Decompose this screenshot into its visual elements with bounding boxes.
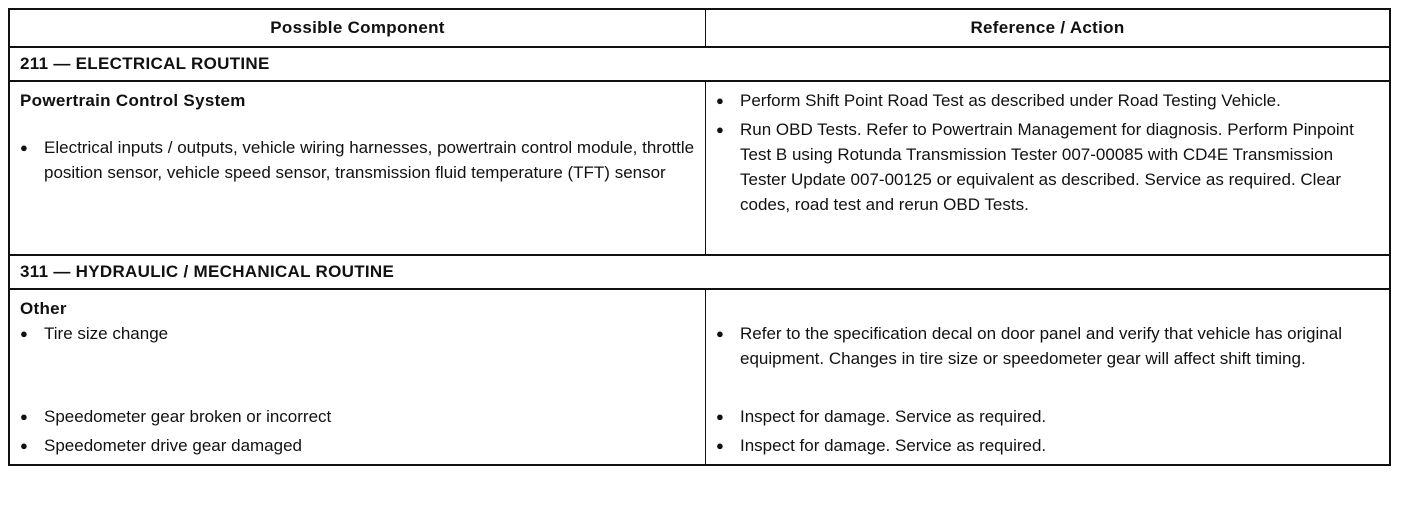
section-heading-hydraulic xyxy=(10,254,1389,288)
action-cell-other xyxy=(706,290,1389,464)
component-title-powertrain: Powertrain Control System xyxy=(20,91,246,110)
action-cell-powertrain xyxy=(706,82,1389,254)
action-road-test: Perform Shift Point Road Test as described under Road Testing Vehicle. xyxy=(740,91,1281,110)
table-row-powertrain xyxy=(10,80,1389,254)
bullet-icon: ● xyxy=(20,326,28,341)
component-tire-size: Tire size change xyxy=(44,324,169,343)
header-reference-action: Reference / Action xyxy=(970,18,1125,37)
bullet-icon: ● xyxy=(716,93,724,108)
table-header-row xyxy=(10,10,1389,46)
list-item xyxy=(716,433,1379,458)
component-cell-powertrain xyxy=(10,82,706,254)
header-possible-component: Possible Component xyxy=(10,10,706,46)
list-item xyxy=(716,117,1379,217)
section-title-hydraulic: 311 — HYDRAULIC / MECHANICAL ROUTINE xyxy=(20,262,395,281)
list-item xyxy=(716,321,1379,404)
list-item xyxy=(716,88,1379,113)
bullet-icon: ● xyxy=(716,409,724,424)
component-item-electrical: Electrical inputs / outputs, vehicle wiring harnesses, powertrain control module, throttle position sensor, vehicle speed sensor, transmission fluid temperature (TFT) sensor xyxy=(44,138,695,182)
bullet-icon: ● xyxy=(716,326,724,341)
section-heading-electrical xyxy=(10,46,1389,80)
bullet-icon: ● xyxy=(716,122,724,137)
list-item xyxy=(716,404,1379,433)
bullet-icon: ● xyxy=(20,140,28,155)
bullet-icon: ● xyxy=(20,438,28,453)
list-item xyxy=(20,433,695,458)
bullet-icon: ● xyxy=(716,438,724,453)
section-title-electrical: 211 — ELECTRICAL ROUTINE xyxy=(20,54,270,73)
diagnosis-table xyxy=(8,8,1391,466)
bullet-icon: ● xyxy=(20,409,28,424)
list-item xyxy=(20,404,695,433)
action-obd-tests: Run OBD Tests. Refer to Powertrain Management for diagnosis. Perform Pinpoint Test B using Rotunda Transmission Tester 007-00085 with CD4E Transmission Tester Update 007-00125 or equivalent as described. Service as required. Clear codes, road test and rerun OBD Tests. xyxy=(740,120,1354,214)
component-speedometer-gear: Speedometer gear broken or incorrect xyxy=(44,407,332,426)
table-row-other xyxy=(10,288,1389,464)
list-item xyxy=(20,321,695,404)
action-inspect-gear: Inspect for damage. Service as required. xyxy=(740,407,1047,426)
component-drive-gear: Speedometer drive gear damaged xyxy=(44,436,302,455)
list-item xyxy=(20,135,695,185)
action-spec-decal: Refer to the specification decal on door panel and verify that vehicle has original equipment. Changes in tire size or speedometer gear will affect shift timing. xyxy=(740,324,1342,368)
action-inspect-drive-gear: Inspect for damage. Service as required. xyxy=(740,436,1047,455)
component-title-other: Other xyxy=(20,299,67,318)
component-cell-other xyxy=(10,290,706,464)
